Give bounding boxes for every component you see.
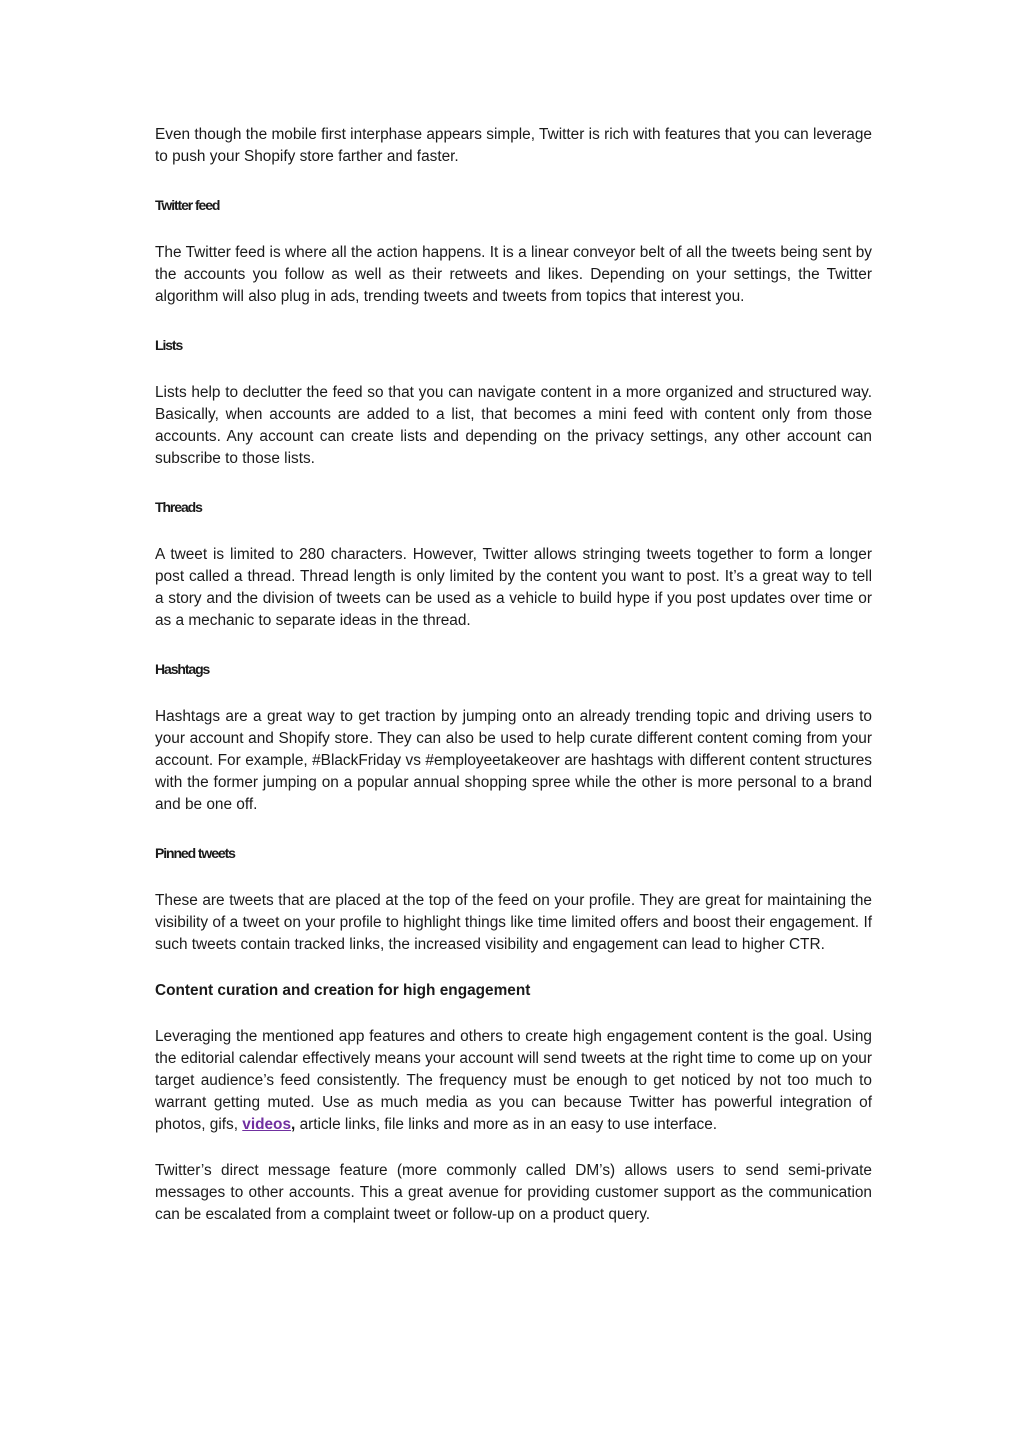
section-paragraph: The Twitter feed is where all the action happens. It is a linear conveyor belt of all the tweets being sent by the accounts you follow as well as their retweets and likes. Depending on your settings, the Twitter algorithm will also plug in ads, trending tweets and tweets from topics that interest you.	[155, 244, 872, 305]
section-threads	[155, 496, 872, 632]
section-paragraph: Hashtags are a great way to get traction by jumping onto an already trending topic and driving users to your account and Shopify store. They can also be used to help curate different content coming from your account. For example, #BlackFriday vs #employeetakeover are hashtags with different content structures with the former jumping on a popular annual shopping spree while the other is more personal to a brand and be one off.	[155, 708, 872, 813]
dm-paragraph: Twitter’s direct message feature (more commonly called DM’s) allows users to send semi-private messages to other accounts. This a great avenue for providing customer support as the communication can be escalated from a complaint tweet or follow-up on a product query.	[155, 1162, 872, 1223]
section-twitter-feed	[155, 194, 872, 308]
videos-link[interactable]: videos	[242, 1116, 292, 1133]
section-heading: Twitter feed	[155, 197, 220, 213]
section-paragraph: A tweet is limited to 280 characters. However, Twitter allows stringing tweets together to form a longer post called a thread. Thread length is only limited by the content you want to post. It’s a great way to tell a story and the division of tweets can be used as a vehicle to build hype if you post updates over time or as a mechanic to separate ideas in the thread.	[155, 546, 872, 629]
media-paragraph-start: Leveraging the mentioned app features and others to create high engagement content is the goal. Using the editorial calendar effectively means your account will send tweets at the right time to come up on your target audience’s feed consistently. The frequency must be enough to get noticed by not too much to warrant getting muted. Use as much media as you can because Twitter has powerful integration of photos, gifs,	[155, 1028, 872, 1133]
section-paragraph: These are tweets that are placed at the top of the feed on your profile. They are great for maintaining the visibility of a tweet on your profile to highlight things like time limited offers and boost their engagement. If such tweets contain tracked links, the increased visibility and engagement can lead to higher CTR.	[155, 892, 872, 953]
intro-paragraph: Even though the mobile first interphase appears simple, Twitter is rich with features that you can leverage to push your Shopify store farther and faster.	[155, 126, 872, 165]
section-lists	[155, 334, 872, 470]
document-page	[155, 124, 872, 1226]
content-curation-heading: Content curation and creation for high engagement	[155, 982, 531, 999]
section-hashtags	[155, 658, 872, 816]
section-heading: Pinned tweets	[155, 845, 235, 861]
section-paragraph: Lists help to declutter the feed so that you can navigate content in a more organized and structured way. Basically, when accounts are added to a list, that becomes a mini feed with content only from those accounts. Any account can create lists and depending on the privacy settings, any other account can subscribe to those lists.	[155, 384, 872, 467]
media-paragraph-end: article links, file links and more as in an easy to use interface.	[295, 1116, 718, 1133]
media-paragraph	[155, 1026, 872, 1136]
section-heading: Hashtags	[155, 661, 210, 677]
section-heading: Threads	[155, 499, 202, 515]
section-pinned-tweets	[155, 842, 872, 956]
section-heading: Lists	[155, 337, 183, 353]
link-comma: ,	[291, 1116, 296, 1133]
